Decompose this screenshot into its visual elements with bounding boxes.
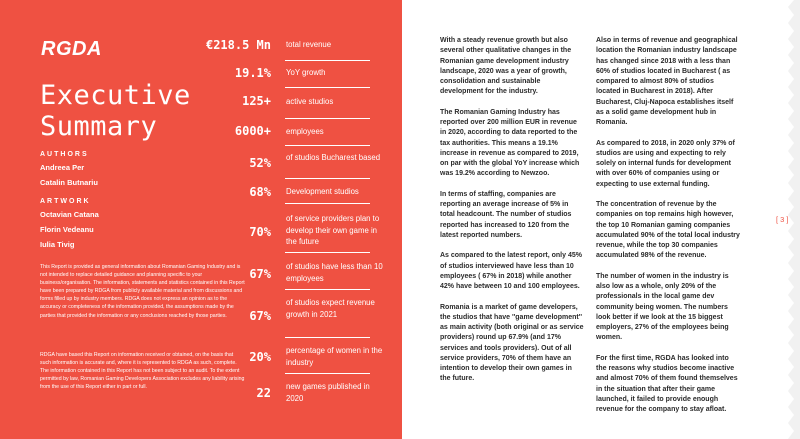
stat-divider [285, 337, 370, 338]
stat-label: of service providers plan to develop their own game in the future [286, 214, 380, 246]
stat-divider [285, 87, 370, 88]
stat-label: YoY growth [286, 68, 326, 77]
body-paragraph: For the first time, RGDA has looked into the reasons why studios become inactive and almost 70% of them found themselves in the situation that after their game launched, it failed to provide enough revenue for the company to stay afloat. [596, 354, 738, 413]
stat-value: 6000+ [234, 124, 271, 138]
stat-divider [285, 289, 370, 290]
stat-label: of studios expect revenue growth in 2021 [286, 298, 375, 319]
stat-divider [285, 178, 370, 179]
stat-value: 125+ [242, 94, 271, 108]
disclaimer-paragraph: This Report is provided as general information about Romanian Gaming Industry and is not intended to replace detailed guidance and planning specific to your business/organisation. The information, statements and statistics contained in this Report have been prepared by RDGA from publicly available material and from discussions and forms filled up by industry members. RDGA does not express an opinion as to the accuracy or completeness of the information provided, the assumptions made by the parties that provided the information or any conclusions reached by those parties. [40, 264, 245, 319]
title-line-1: Executive [40, 80, 191, 111]
stat-divider [285, 252, 370, 253]
stat-value: 68% [249, 185, 271, 199]
stat-label: percentage of women in the industry [286, 346, 383, 367]
body-paragraph: In terms of staffing, companies are reporting an average increase of 5% in total headcount. The number of studios reported has increased to 120 from the latest reported numbers. [440, 190, 572, 239]
stat-value: 20% [249, 350, 271, 364]
artist-name: Florin Vedeanu [40, 225, 94, 234]
body-column-right [596, 36, 740, 426]
stat-value: 67% [249, 309, 271, 323]
page-title [40, 80, 191, 142]
stat-value: 52% [249, 156, 271, 170]
body-column-left [440, 36, 584, 395]
artist-name: Octavian Catana [40, 210, 99, 219]
author-name: Catalin Butnariu [40, 178, 98, 187]
body-paragraph: The concentration of revenue by the companies on top remains high however, the top 10 Romanian gaming companies accumulated 90% of the total local industry revenue, while the top 30 companies accumulated 98% of the revenue. [596, 201, 740, 260]
body-paragraph: As compared to 2018, in 2020 only 37% of studios are using and expecting to rely solely on internal funds for development with over 60% of companies using or expecting to use external funding. [596, 139, 735, 188]
stat-value: 70% [249, 225, 271, 239]
page-number: [ 3 ] [776, 215, 789, 224]
stat-label: of studios have less than 10 employees [286, 262, 383, 283]
body-paragraph: The Romanian Gaming Industry has reported over 200 million EUR in revenue in 2020, according to data reported to the tax authorities. This means a 19.1% increase in revenue as compared to 2019, on par with the global YoY increase which was 19.2% according to Newzoo. [440, 108, 580, 178]
authors-heading: AUTHORS [40, 151, 89, 158]
disclaimer-paragraph: RDGA have based this Report on information received or obtained, on the basis that such information is accurate and, where it is represented to RDGA as such, complete. The information contained in this Report has not been subject to an audit. To the extent permitted by law, Romanian Gaming Developers Association excludes any liability arising from the use of this Report either in part or full. [40, 352, 245, 391]
body-paragraph: As compared to the latest report, only 45% of studios interviewed have less than 10 employees ( 67% in 2018) while another 42% have between 10 and 100 employees. [440, 252, 582, 290]
stat-divider [285, 145, 370, 146]
stat-divider [285, 373, 370, 374]
stat-label: of studios Bucharest based [286, 153, 381, 162]
title-line-2: Summary [40, 111, 158, 142]
stat-value: €218.5 Mn [205, 38, 271, 52]
stat-label: employees [286, 127, 324, 136]
body-paragraph: Romania is a market of game developers, the studios that have ''game development'' as main activity (both original or as service providers) round up 67.9% (and 17% services and tools providers). Out of all service providers, 70% of them have an intention to develop their own games in the future. [440, 303, 584, 383]
artist-name: Iulia Tivig [40, 240, 75, 249]
stat-divider [285, 203, 370, 204]
rgda-logo: RGDA [41, 38, 102, 60]
artwork-heading: ARTWORK [40, 198, 91, 205]
stat-value: 67% [249, 267, 271, 281]
body-paragraph: The number of women in the industry is also low as a whole, only 20% of the professionals in the local game dev community being women. The numbers look better if we look at the 15 biggest employers, 27% of the employees being women. [596, 272, 729, 342]
body-paragraph: With a steady revenue growth but also several other qualitative changes in the Romanian game development industry landscape, 2020 was a year of growth, consolidation and sustainable development for the industry. [440, 37, 572, 96]
stat-divider [285, 118, 370, 119]
stat-label: active studios [286, 97, 334, 106]
body-paragraph: Also in terms of revenue and geographical location the Romanian industry landscape has changed since 2018 with a less than 60% of studios located in Bucharest ( as compared to almost 80% of studios located in Bucharest in 2018). After Bucharest, Cluj-Napoca establishes itself as a solid game development hub in Romania. [596, 37, 738, 126]
stat-label: Development studios [286, 187, 359, 196]
stat-label: new games published in 2020 [286, 382, 370, 403]
stat-value: 22 [256, 386, 271, 400]
author-name: Andreea Per [40, 163, 85, 172]
stat-label: total revenue [286, 40, 332, 49]
stat-divider [285, 60, 370, 61]
stat-value: 19.1% [234, 66, 271, 80]
